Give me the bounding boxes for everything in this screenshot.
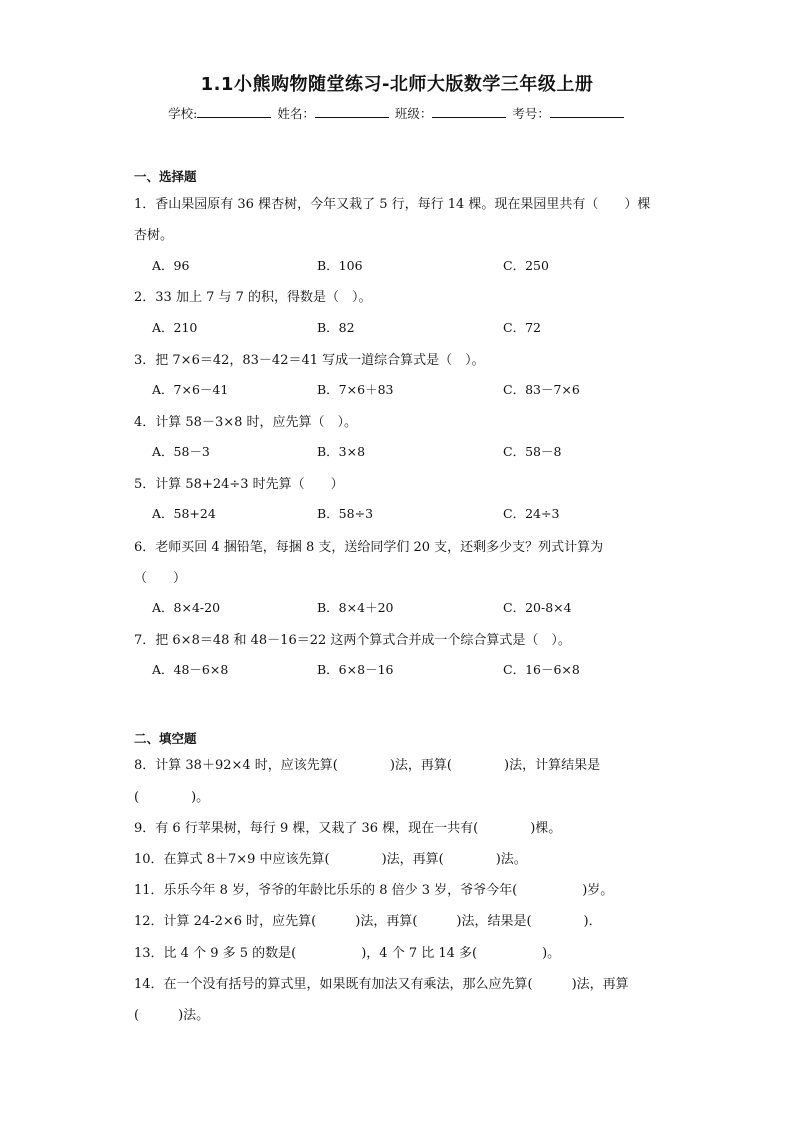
option-c[interactable]: C．72 xyxy=(503,320,541,335)
option-a[interactable]: A．8×4-20 xyxy=(152,600,221,615)
option-b[interactable]: B．58÷3 xyxy=(317,506,374,521)
option-b[interactable]: B．3×8 xyxy=(317,444,366,459)
question-line: 5．计算 58+24÷3 时先算（ ） xyxy=(134,477,344,492)
question-line: 7．把 6×8＝48 和 48－16＝22 这两个算式合并成一个综合算式是（ ）。 xyxy=(134,633,571,648)
fill-line: ( )。 xyxy=(134,790,210,805)
question-line: 杏树。 xyxy=(134,228,174,243)
option-a[interactable]: A．48－6×8 xyxy=(152,662,229,677)
fill-line: 10．在算式 8＋7×9 中应该先算( )法，再算( )法。 xyxy=(134,852,527,867)
option-a[interactable]: A．7×6－41 xyxy=(152,382,229,397)
option-b[interactable]: B．7×6＋83 xyxy=(317,382,394,397)
option-b[interactable]: B．8×4＋20 xyxy=(317,600,394,615)
option-c[interactable]: C．250 xyxy=(503,258,549,273)
document-title: 1.1小熊购物随堂练习-北师大版数学三年级上册 xyxy=(200,74,594,95)
option-b[interactable]: B．82 xyxy=(317,320,355,335)
school-blank[interactable] xyxy=(197,106,271,118)
option-b[interactable]: B．106 xyxy=(317,258,363,273)
option-c[interactable]: C．20-8×4 xyxy=(503,600,572,615)
option-c[interactable]: C．58－8 xyxy=(503,444,562,459)
question-line: 2．33 加上 7 与 7 的积，得数是（ ）。 xyxy=(134,290,372,305)
fill-line: 9．有 6 行苹果树，每行 9 棵，又栽了 36 棵，现在一共有( )棵。 xyxy=(134,821,562,836)
option-a[interactable]: A．58+24 xyxy=(152,506,216,521)
section-heading-fill: 二、填空题 xyxy=(134,731,197,746)
section-heading-choice: 一、选择题 xyxy=(134,169,197,184)
fill-line: 14．在一个没有括号的算式里，如果既有加法又有乘法，那么应先算( )法，再算 xyxy=(134,977,629,992)
question-line: 4．计算 58－3×8 时，应先算（ ）。 xyxy=(134,415,358,430)
name-label: 姓名： xyxy=(277,106,315,121)
option-a[interactable]: A．58－3 xyxy=(152,444,210,459)
option-c[interactable]: C．24÷3 xyxy=(503,506,560,521)
student-info-row xyxy=(0,104,794,122)
fill-line: ( )法。 xyxy=(134,1008,210,1023)
exam-no-blank[interactable] xyxy=(550,106,624,118)
question-line: （ ） xyxy=(134,571,187,586)
option-c[interactable]: C．16－6×8 xyxy=(503,662,580,677)
option-a[interactable]: A．96 xyxy=(152,258,190,273)
question-line: 3．把 7×6＝42，83－42＝41 写成一道综合算式是（ ）。 xyxy=(134,353,485,368)
fill-line: 11．乐乐今年 8 岁，爷爷的年龄比乐乐的 8 倍少 3 岁，爷爷今年( )岁。 xyxy=(134,883,614,898)
school-label: 学校: xyxy=(168,106,198,121)
exam-no-label: 考号： xyxy=(512,106,550,121)
question-line: 6．老师买回 4 捆铅笔，每捆 8 支，送给同学们 20 支，还剩多少支？列式计算为 xyxy=(134,540,604,555)
class-label: 班级： xyxy=(394,106,433,121)
option-c[interactable]: C．83－7×6 xyxy=(503,382,580,397)
fill-line: 8．计算 38＋92×4 时，应该先算( )法，再算( )法，计算结果是 xyxy=(134,758,601,773)
option-a[interactable]: A．210 xyxy=(152,320,198,335)
fill-line: 13．比 4 个 9 多 5 的数是( )，4 个 7 比 14 多( )。 xyxy=(134,946,561,961)
question-line: 1．香山果园原有 36 棵杏树，今年又栽了 5 行，每行 14 棵。现在果园里共有（ ）棵 xyxy=(134,197,651,212)
name-blank[interactable] xyxy=(315,106,389,118)
fill-line: 12．计算 24-2×6 时，应先算( )法，再算( )法，结果是( )． xyxy=(134,914,602,929)
option-b[interactable]: B．6×8－16 xyxy=(317,662,394,677)
class-blank[interactable] xyxy=(432,106,506,118)
